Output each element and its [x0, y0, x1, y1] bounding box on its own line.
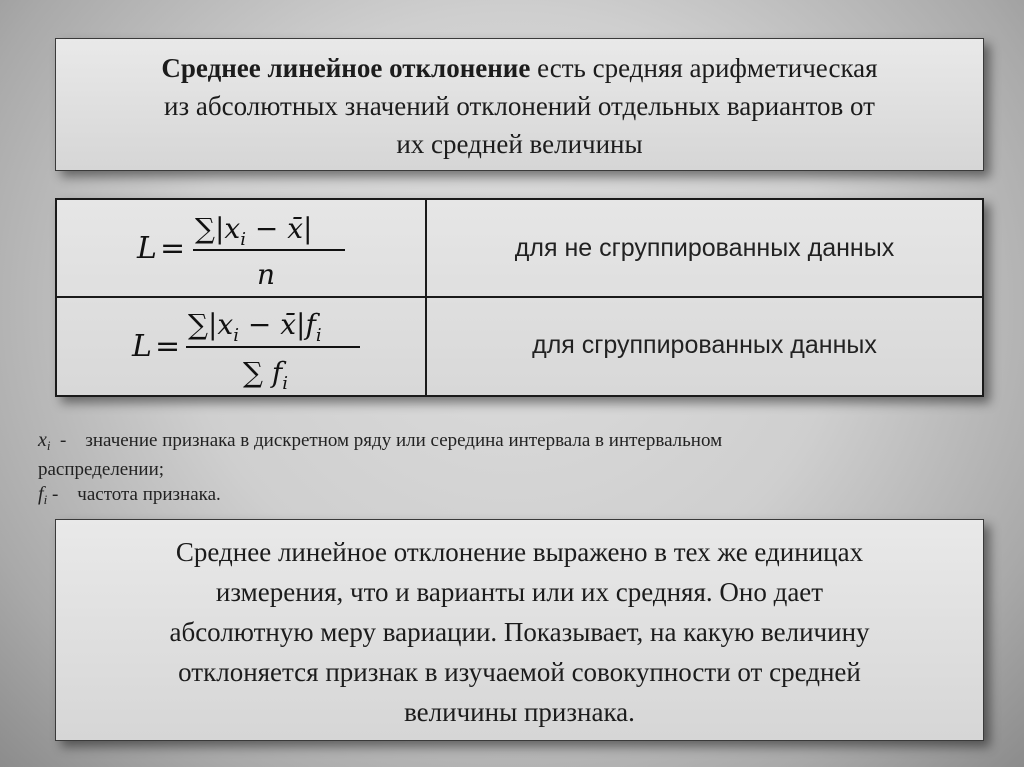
legend-xi-subscript: i [46, 438, 51, 453]
svg-text:L: L [137, 231, 157, 266]
note-line-1: Среднее линейное отклонение выражено в тех же единицах [175, 537, 864, 567]
formula-row-ungrouped [57, 200, 982, 298]
svg-text:=: = [160, 231, 186, 266]
symbol-legend [38, 428, 998, 512]
svg-text:∑|xi − x̄|: $\sum|x_i$ − x̄| [195, 212, 313, 250]
legend-fi-text: частота признака. [77, 484, 221, 505]
svg-text:∑ fi: ∑ $f_i$ [243, 356, 289, 393]
svg-text:=: = [155, 329, 181, 364]
definition-box [55, 38, 984, 171]
definition-line-3: их средней величины [396, 129, 643, 159]
legend-xi-symbol: x [38, 429, 47, 451]
note-line-2: измерения, что и варианты или их средняя. Оно дает [215, 577, 824, 607]
definition-line-2: из абсолютных значений отклонений отдельных вариантов от [164, 91, 875, 121]
formula-grouped [57, 296, 427, 395]
definition-rest: есть средняя арифметическая [530, 53, 878, 83]
formula-ungrouped [57, 200, 427, 296]
svg-text:n: n [257, 258, 276, 291]
note-line-4: отклоняется признак в изучаемой совокупности от средней [178, 657, 861, 687]
formula-grouped-description: для сгруппированных данных [532, 331, 877, 359]
formula-table [55, 198, 984, 397]
legend-fi-line [38, 482, 998, 512]
legend-xi-text-continued: распределении; [38, 459, 165, 480]
legend-xi-text: значение признака в дискретном ряду или середина интервала в интервальном [85, 430, 723, 451]
definition-line-1 [56, 49, 983, 87]
formula-row-grouped [57, 296, 982, 395]
formula-ungrouped-description: для не сгруппированных данных [514, 233, 895, 262]
svg-text:L: L [132, 329, 152, 364]
legend-fi-dash: - [47, 484, 78, 505]
note-line-3: абсолютную меру вариации. Показывает, на какую величину [169, 617, 870, 647]
legend-xi-dash: - [50, 430, 86, 451]
note-box [55, 519, 984, 741]
definition-term: Среднее линейное отклонение [161, 53, 531, 83]
note-line-5: величины признака. [404, 697, 635, 727]
legend-fi-symbol: f [38, 483, 44, 505]
legend-xi-line [38, 428, 998, 458]
legend-fi-subscript: i [43, 492, 48, 507]
svg-text:∑|xi − x̄|fi: $\sum|x_i$ − $x̄|f_i$ [188, 308, 322, 346]
